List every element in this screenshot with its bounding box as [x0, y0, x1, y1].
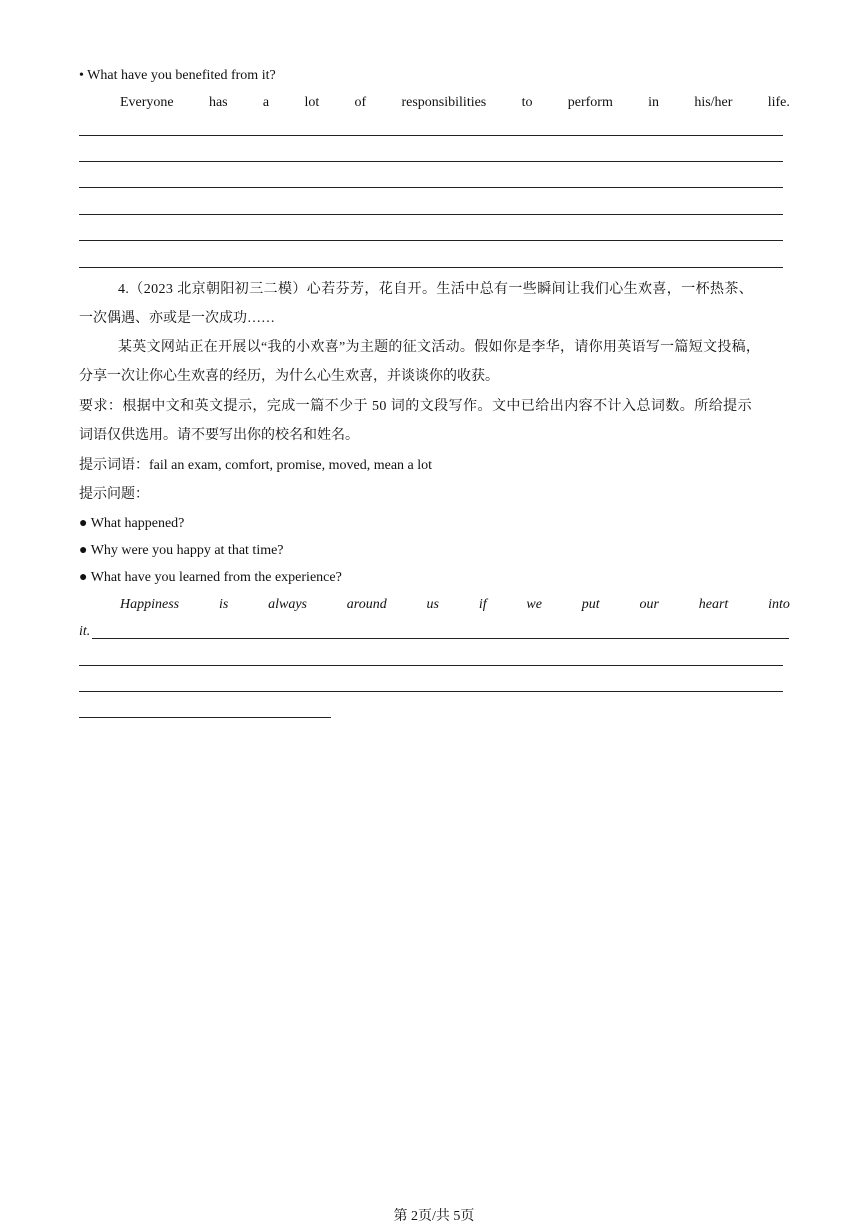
word: we [526, 597, 542, 612]
word: put [581, 597, 600, 612]
answer-line[interactable] [79, 135, 783, 136]
bullet-question: • What have you benefited from it? [79, 68, 276, 83]
word: perform [567, 95, 613, 110]
hint-questions-label: 提示问题： [79, 487, 149, 502]
word: a [262, 95, 270, 110]
answer-line[interactable] [79, 717, 331, 718]
answer-line[interactable] [79, 267, 783, 268]
word: our [639, 597, 659, 612]
hint-question: ● What happened? [79, 516, 185, 531]
word: into [768, 597, 790, 612]
word: in [648, 95, 660, 110]
question-4-line1: 4.（2023 北京朝阳初三二模）心若芬芳，花自开。生活中总有一些瞬间让我们心生欢喜，一杯热茶、 [118, 282, 754, 297]
page-number: 第 2页/共 5页 [393, 1209, 475, 1224]
word: lot [304, 95, 320, 110]
requirement-line1: 要求：根据中文和英文提示，完成一篇不少于 50 词的文段写作。文中已给出内容不计入总词数。所给提示 [79, 399, 753, 414]
word: responsibilities [401, 95, 487, 110]
word: his/her [694, 95, 733, 110]
answer-line[interactable] [79, 240, 783, 241]
sentence-starter-4 [120, 596, 790, 614]
word: to [521, 95, 533, 110]
hint-question: ● Why were you happy at that time? [79, 543, 284, 558]
word: heart [698, 597, 729, 612]
hint-question: ● What have you learned from the experience? [79, 570, 342, 585]
word: Everyone [120, 95, 174, 110]
word: has [208, 95, 228, 110]
answer-line[interactable] [79, 665, 783, 666]
answer-line[interactable] [79, 161, 783, 162]
sentence-starter-3 [120, 94, 790, 112]
word: Happiness [120, 597, 180, 612]
word: life. [767, 95, 790, 110]
word: if [478, 597, 487, 612]
answer-line[interactable] [79, 187, 783, 188]
answer-line[interactable] [92, 638, 789, 639]
starter-tail: it. [79, 624, 91, 639]
word: of [354, 95, 367, 110]
task-line1: 某英文网站正在开展以“我的小欢喜”为主题的征文活动。假如你是李华，请你用英语写一篇短文投稿， [118, 340, 761, 355]
word: us [426, 597, 439, 612]
requirement-line2: 词语仅供选用。请不要写出你的校名和姓名。 [79, 428, 359, 443]
hint-words: 提示词语：fail an exam, comfort, promise, moved, mean a lot [79, 458, 433, 473]
word: is [218, 597, 229, 612]
question-4-line2: 一次偶遇、亦或是一次成功…… [79, 311, 275, 326]
answer-line[interactable] [79, 214, 783, 215]
answer-line[interactable] [79, 691, 783, 692]
task-line2: 分享一次让你心生欢喜的经历，为什么心生欢喜，并谈谈你的收获。 [79, 369, 499, 384]
word: always [268, 597, 307, 612]
word: around [346, 597, 387, 612]
